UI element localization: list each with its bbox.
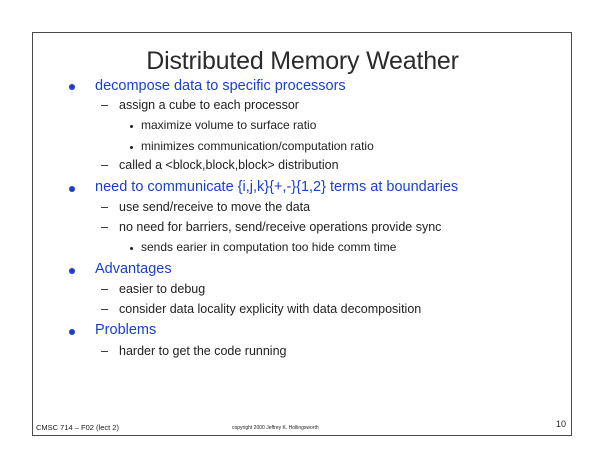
bullet-3: Advantages	[95, 261, 172, 277]
sub-bullet-3-1: easier to debug	[119, 282, 206, 296]
dash-marker: –	[101, 220, 108, 234]
subsub-dot	[130, 146, 133, 149]
bullet-dot	[69, 268, 75, 274]
dash-marker: –	[101, 302, 108, 316]
footer-copyright: copyright 2000 Jeffrey K. Hollingsworth	[232, 425, 319, 431]
page-number: 10	[556, 419, 567, 429]
dash-marker: –	[101, 344, 108, 358]
bullet-dot	[69, 186, 75, 192]
dash-marker: –	[101, 98, 108, 112]
subsub-dot	[130, 125, 133, 128]
slide-title: Distributed Memory Weather	[146, 47, 459, 75]
footer-course: CMSC 714 – F02 (lect 2)	[36, 423, 119, 432]
bullet-dot	[69, 84, 75, 90]
sub-bullet-1-2: called a <block,block,block> distribution	[119, 158, 339, 172]
bullet-dot	[69, 329, 75, 335]
subsub-dot	[130, 247, 133, 250]
sub-bullet-1-1: assign a cube to each processor	[119, 98, 299, 112]
dash-marker: –	[101, 158, 108, 172]
subsub-bullet-1-1-1: maximize volume to surface ratio	[141, 118, 317, 132]
sub-bullet-3-2: consider data locality explicity with data decomposition	[119, 302, 422, 316]
sub-bullet-4-1: harder to get the code running	[119, 344, 287, 358]
sub-bullet-2-1: use send/receive to move the data	[119, 200, 311, 214]
dash-marker: –	[101, 282, 108, 296]
sub-bullet-2-2: no need for barriers, send/receive operations provide sync	[119, 220, 442, 234]
dash-marker: –	[101, 200, 108, 214]
subsub-bullet-2-2-1: sends earier in computation too hide comm time	[141, 240, 397, 254]
bullet-1: decompose data to specific processors	[95, 78, 346, 94]
bullet-2: need to communicate {i,j,k}{+,-}{1,2} terms at boundaries	[95, 179, 459, 195]
subsub-bullet-1-1-2: minimizes communication/computation ratio	[141, 139, 374, 153]
bullet-4: Problems	[95, 322, 157, 338]
